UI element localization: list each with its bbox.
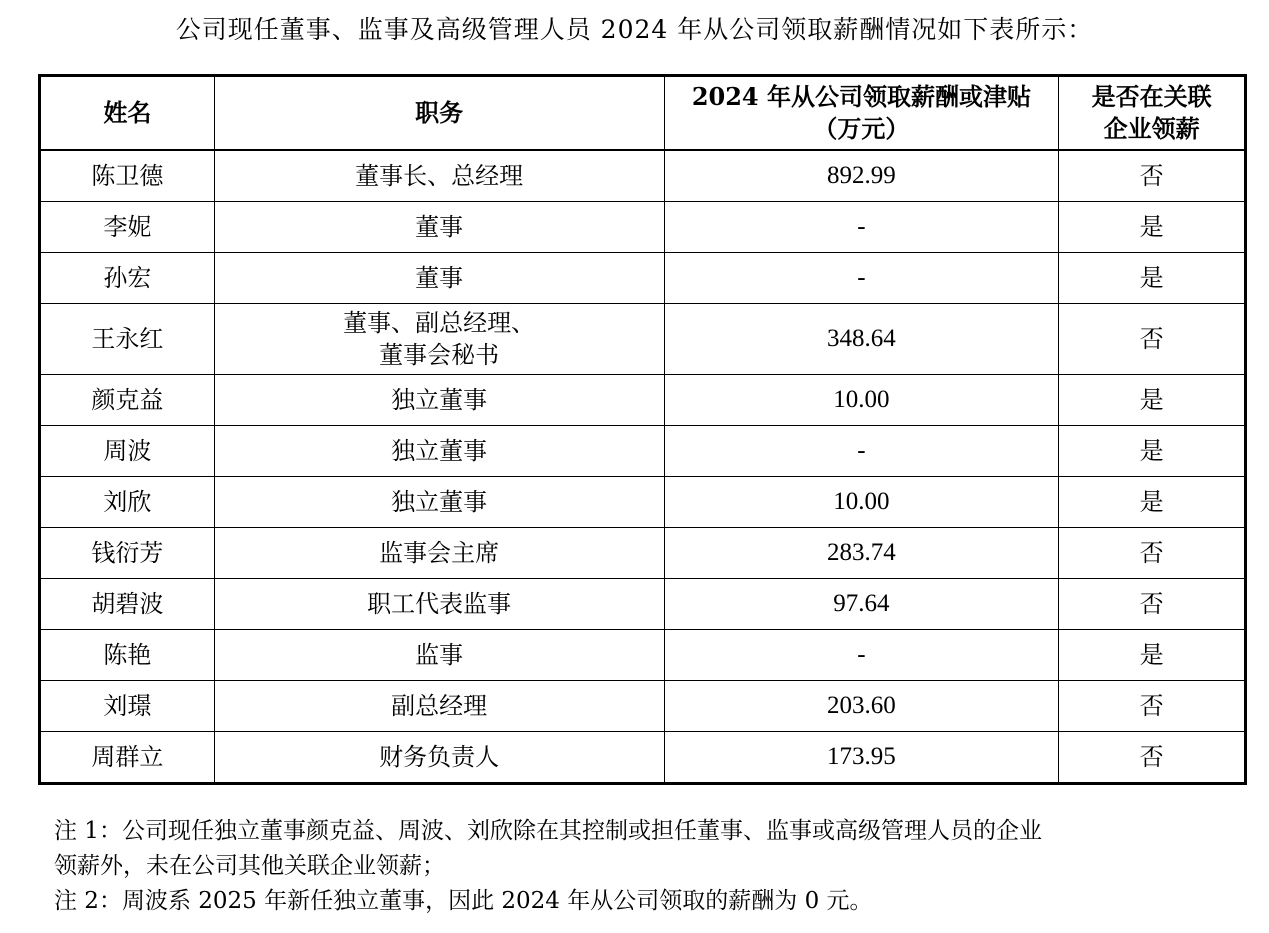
header-related-line1: 是否在关联 [1091, 82, 1212, 111]
header-pay [664, 76, 1059, 151]
table-row [40, 426, 1246, 477]
header-related-line2: 企业领薪 [1103, 114, 1200, 143]
cell-name: 周波 [40, 426, 215, 477]
table-row [40, 150, 1246, 202]
cell-position [214, 528, 664, 579]
table-row [40, 732, 1246, 784]
table-row [40, 630, 1246, 681]
cell-pay: 10.00 [664, 477, 1059, 528]
cell-pay: 203.60 [664, 681, 1059, 732]
compensation-table [38, 74, 1247, 785]
cell-name: 周群立 [40, 732, 215, 784]
cell-position-line: 董事会秘书 [379, 341, 500, 369]
cell-position-line: 董事、副总经理、 [343, 309, 536, 337]
cell-position-line: 独立董事 [391, 386, 488, 414]
header-pay-line1: 2024 年从公司领取薪酬或津贴 [691, 82, 1031, 111]
note-1-line-2: 领薪外，未在公司其他关联企业领薪； [54, 853, 445, 879]
header-position: 职务 [214, 76, 664, 151]
cell-pay: - [664, 253, 1059, 304]
intro-paragraph: 公司现任董事、监事及高级管理人员 2024 年从公司领取薪酬情况如下表所示： [175, 15, 1094, 44]
cell-related: 否 [1059, 528, 1246, 579]
cell-related: 否 [1059, 681, 1246, 732]
cell-position-line: 监事会主席 [379, 539, 500, 567]
cell-name: 陈艳 [40, 630, 215, 681]
cell-related: 是 [1059, 426, 1246, 477]
table-row [40, 681, 1246, 732]
header-name: 姓名 [40, 76, 215, 151]
cell-pay: - [664, 202, 1059, 253]
cell-position-line: 董事 [415, 264, 464, 292]
cell-pay: - [664, 426, 1059, 477]
cell-position [214, 426, 664, 477]
cell-related: 否 [1059, 304, 1246, 375]
cell-pay: 97.64 [664, 579, 1059, 630]
cell-related: 是 [1059, 253, 1246, 304]
cell-name: 胡碧波 [40, 579, 215, 630]
cell-position [214, 681, 664, 732]
cell-name: 王永红 [40, 304, 215, 375]
cell-name: 刘欣 [40, 477, 215, 528]
note-2: 注 2：周波系 2025 年新任独立董事，因此 2024 年从公司领取的薪酬为 0 元。 [54, 888, 873, 914]
cell-related: 是 [1059, 375, 1246, 426]
table-body [40, 150, 1246, 784]
cell-related: 是 [1059, 202, 1246, 253]
cell-name: 钱衍芳 [40, 528, 215, 579]
cell-position-line: 副总经理 [391, 692, 488, 720]
cell-pay: 892.99 [664, 150, 1059, 202]
table-row [40, 375, 1246, 426]
cell-name: 孙宏 [40, 253, 215, 304]
cell-position [214, 477, 664, 528]
table-row [40, 528, 1246, 579]
cell-name: 颜克益 [40, 375, 215, 426]
cell-pay: 173.95 [664, 732, 1059, 784]
cell-position-line: 独立董事 [391, 488, 488, 516]
cell-position-line: 财务负责人 [379, 743, 500, 771]
cell-name: 刘璟 [40, 681, 215, 732]
table-row [40, 477, 1246, 528]
cell-position [214, 579, 664, 630]
cell-pay: 348.64 [664, 304, 1059, 375]
cell-position [214, 375, 664, 426]
cell-position [214, 202, 664, 253]
cell-name: 陈卫德 [40, 150, 215, 202]
cell-position [214, 150, 664, 202]
cell-position [214, 732, 664, 784]
table-row [40, 253, 1246, 304]
cell-pay: 283.74 [664, 528, 1059, 579]
cell-position [214, 253, 664, 304]
cell-position-line: 独立董事 [391, 437, 488, 465]
cell-related: 否 [1059, 150, 1246, 202]
cell-pay: - [664, 630, 1059, 681]
cell-pay: 10.00 [664, 375, 1059, 426]
cell-position-line: 监事 [415, 641, 464, 669]
table-row [40, 579, 1246, 630]
cell-name: 李妮 [40, 202, 215, 253]
table-row [40, 304, 1246, 375]
cell-position-line: 职工代表监事 [367, 590, 512, 618]
cell-related: 是 [1059, 477, 1246, 528]
cell-position-line: 董事 [415, 213, 464, 241]
cell-position-line: 董事长、总经理 [355, 162, 524, 190]
table-header [40, 76, 1246, 151]
cell-related: 否 [1059, 732, 1246, 784]
header-row [40, 76, 1246, 151]
cell-position [214, 630, 664, 681]
table-row [40, 202, 1246, 253]
notes [54, 814, 1254, 919]
note-1-line-1: 注 1：公司现任独立董事颜克益、周波、刘欣除在其控制或担任董事、监事或高级管理人员的企业 [54, 818, 1042, 844]
cell-position [214, 304, 664, 375]
cell-related: 否 [1059, 579, 1246, 630]
header-related [1059, 76, 1246, 151]
header-pay-line2: （万元） [813, 114, 910, 143]
cell-related: 是 [1059, 630, 1246, 681]
